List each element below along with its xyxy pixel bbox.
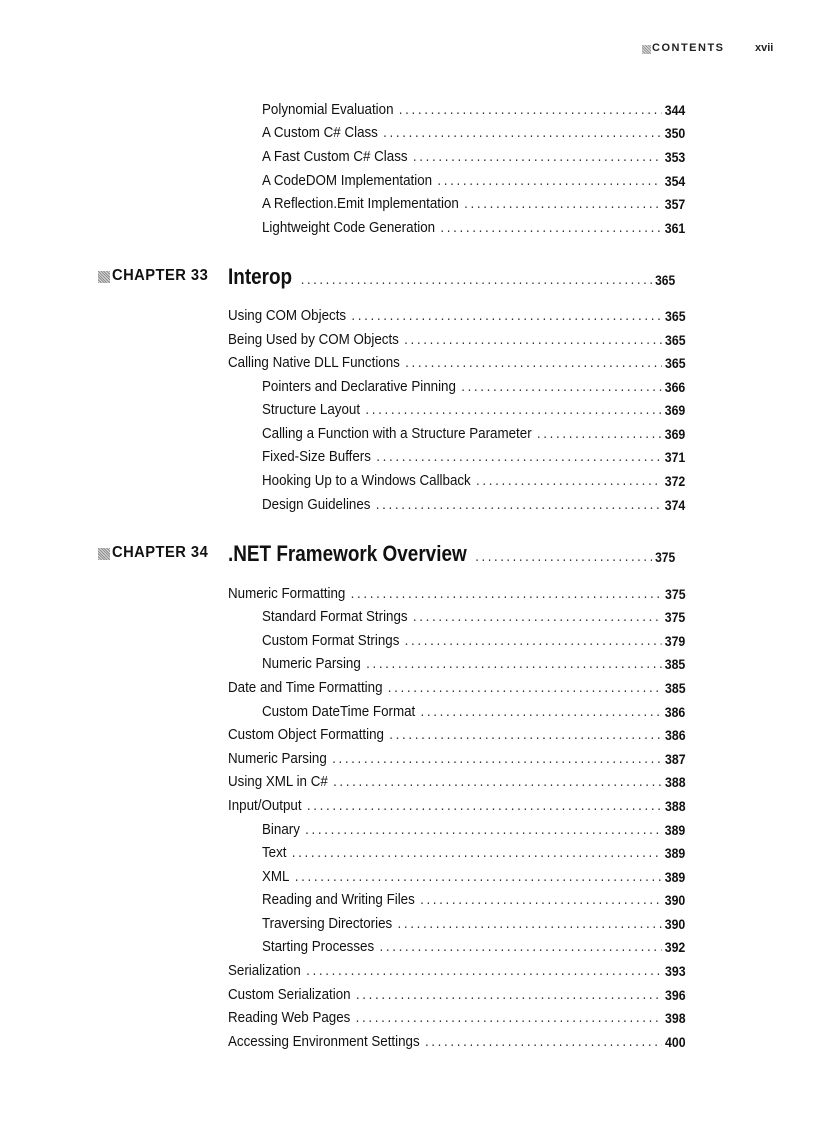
- entry-title: Calling Native DLL Functions: [228, 354, 400, 371]
- dot-leader: [388, 678, 662, 698]
- toc-entry[interactable]: [262, 398, 685, 420]
- toc-entry[interactable]: [262, 192, 685, 214]
- dot-leader: [399, 100, 661, 120]
- entry-title: Structure Layout: [262, 401, 361, 418]
- entry-page: 386: [664, 704, 686, 720]
- entry-title: A Fast Custom C# Class: [262, 148, 408, 165]
- dot-leader: [413, 147, 661, 167]
- dot-leader: [301, 270, 652, 290]
- entry-page: 388: [665, 774, 686, 790]
- toc-entry[interactable]: [228, 723, 686, 745]
- toc-entry[interactable]: [262, 145, 685, 167]
- entry-page: 350: [664, 125, 686, 141]
- entry-page: 353: [664, 149, 686, 165]
- entry-title: A Reflection.Emit Implementation: [262, 195, 459, 212]
- entry-title: Numeric Parsing: [228, 750, 327, 767]
- toc-entry[interactable]: [262, 98, 685, 120]
- entry-page: 385: [664, 656, 686, 672]
- dot-leader: [398, 914, 662, 934]
- toc-entry[interactable]: [262, 700, 685, 722]
- entry-title: Traversing Directories: [262, 915, 393, 932]
- entry-page: 389: [664, 869, 686, 885]
- entry-page: 387: [665, 751, 686, 767]
- dot-leader: [351, 584, 662, 604]
- entry-title: Reading and Writing Files: [262, 891, 415, 908]
- dot-leader: [295, 867, 661, 887]
- page-number: xvii: [755, 42, 774, 54]
- dot-leader: [421, 702, 662, 722]
- toc-entry[interactable]: [262, 912, 685, 934]
- dot-leader: [379, 937, 661, 957]
- entry-page: 366: [664, 379, 686, 395]
- entry-page: 371: [664, 449, 686, 465]
- dot-leader: [356, 1008, 662, 1028]
- chapter-title: .NET Framework Overview: [228, 541, 467, 566]
- dot-leader: [437, 171, 661, 191]
- chapter-page: 365: [655, 272, 676, 288]
- entry-page: 354: [664, 173, 686, 189]
- dot-leader: [332, 749, 661, 769]
- toc-entry[interactable]: [262, 121, 685, 143]
- dot-leader: [389, 725, 661, 745]
- dot-leader: [305, 820, 661, 840]
- entry-page: 379: [664, 633, 686, 649]
- toc-entry[interactable]: [228, 304, 686, 326]
- entry-page: 344: [664, 102, 686, 118]
- entry-title: Fixed-Size Buffers: [262, 448, 371, 465]
- running-head: CONTENTS: [652, 42, 725, 54]
- dot-leader: [365, 400, 661, 420]
- toc-entry[interactable]: [262, 652, 685, 674]
- toc-entry[interactable]: [262, 422, 685, 444]
- entry-title: Text: [262, 844, 287, 861]
- entry-title: Numeric Formatting: [228, 585, 346, 602]
- entry-title: A CodeDOM Implementation: [262, 172, 433, 189]
- entry-title: Date and Time Formatting: [228, 679, 383, 696]
- dot-leader: [476, 471, 661, 491]
- entry-title: Polynomial Evaluation: [262, 101, 394, 118]
- entry-page: 365: [665, 332, 686, 348]
- entry-title: Custom DateTime Format: [262, 703, 416, 720]
- entry-title: Standard Format Strings: [262, 608, 408, 625]
- chapter-heading[interactable]: [0, 262, 816, 292]
- chapter-label: CHAPTER 33: [112, 267, 209, 284]
- entry-title: Custom Serialization: [228, 986, 351, 1003]
- entry-title: Accessing Environment Settings: [228, 1033, 420, 1050]
- entry-title: Binary: [262, 821, 300, 838]
- entry-page: 374: [664, 497, 686, 513]
- dot-leader: [356, 985, 662, 1005]
- toc-entry[interactable]: [228, 328, 686, 350]
- dot-leader: [405, 631, 662, 651]
- entry-title: A Custom C# Class: [262, 124, 378, 141]
- entry-title: Using XML in C#: [228, 773, 328, 790]
- entry-page: 390: [664, 916, 686, 932]
- dot-leader: [404, 330, 661, 350]
- entry-page: 375: [664, 609, 686, 625]
- entry-page: 357: [664, 196, 686, 212]
- dot-leader: [333, 772, 661, 792]
- toc-entry[interactable]: [228, 747, 686, 769]
- entry-page: 365: [665, 355, 686, 371]
- entry-title: Calling a Function with a Structure Parameter: [262, 425, 532, 442]
- entry-page: 361: [664, 220, 686, 236]
- dot-leader: [405, 353, 661, 373]
- toc-entry[interactable]: [262, 445, 685, 467]
- entry-title: Design Guidelines: [262, 496, 371, 513]
- toc-entry[interactable]: [262, 493, 685, 515]
- dot-leader: [366, 654, 661, 674]
- toc-entry[interactable]: [228, 959, 686, 981]
- entry-title: Reading Web Pages: [228, 1009, 351, 1026]
- toc-entry[interactable]: [262, 629, 685, 651]
- dot-leader: [440, 218, 661, 238]
- dot-leader: [475, 547, 651, 567]
- toc-entry[interactable]: [262, 605, 685, 627]
- entry-page: 393: [665, 963, 686, 979]
- dot-leader: [351, 306, 661, 326]
- entry-page: 389: [664, 845, 686, 861]
- dot-leader: [307, 796, 662, 816]
- chapter-page: 375: [655, 549, 676, 565]
- chapter-marker-icon: [98, 271, 110, 283]
- entry-title: Starting Processes: [262, 938, 375, 955]
- toc-entry[interactable]: [262, 935, 685, 957]
- entry-page: 396: [665, 987, 686, 1003]
- dot-leader: [383, 123, 661, 143]
- entry-title: Custom Format Strings: [262, 632, 400, 649]
- dot-leader: [461, 377, 661, 397]
- dot-leader: [376, 495, 661, 515]
- chapter-title-row: [228, 262, 675, 290]
- dot-leader: [464, 194, 661, 214]
- entry-page: 400: [665, 1034, 686, 1050]
- toc-entry[interactable]: [262, 888, 685, 910]
- entry-title: Lightweight Code Generation: [262, 219, 436, 236]
- chapter-marker-icon: [98, 548, 110, 560]
- entry-title: Input/Output: [228, 797, 302, 814]
- toc-entry[interactable]: [262, 169, 685, 191]
- entry-page: 365: [665, 308, 686, 324]
- toc-entry[interactable]: [262, 216, 685, 238]
- toc-entry[interactable]: [262, 865, 685, 887]
- dot-leader: [292, 843, 661, 863]
- chapter-heading[interactable]: [0, 539, 816, 569]
- header-marker-icon: [642, 45, 651, 54]
- toc-entry[interactable]: [228, 1006, 686, 1028]
- entry-title: Hooking Up to a Windows Callback: [262, 472, 471, 489]
- toc-entry[interactable]: [228, 794, 686, 816]
- toc-entry[interactable]: [262, 469, 685, 491]
- entry-page: 385: [665, 680, 686, 696]
- entry-page: 386: [665, 727, 686, 743]
- toc-entry[interactable]: [228, 351, 686, 373]
- entry-page: 369: [664, 402, 686, 418]
- entry-title: Pointers and Declarative Pinning: [262, 378, 456, 395]
- entry-page: 388: [665, 798, 686, 814]
- entry-page: 372: [664, 473, 686, 489]
- toc-entry[interactable]: [228, 582, 686, 604]
- chapter-label: CHAPTER 34: [112, 544, 209, 561]
- page-header: [0, 42, 816, 58]
- entry-page: 389: [664, 822, 686, 838]
- entry-title: Using COM Objects: [228, 307, 347, 324]
- toc-entry[interactable]: [228, 1030, 686, 1052]
- toc-entry[interactable]: [262, 375, 685, 397]
- toc-entry[interactable]: [228, 770, 686, 792]
- entry-title: Numeric Parsing: [262, 655, 361, 672]
- toc-entry[interactable]: [228, 983, 686, 1005]
- entry-page: 398: [665, 1010, 686, 1026]
- entry-page: 390: [664, 892, 686, 908]
- entry-page: 392: [664, 939, 686, 955]
- entry-title: XML: [262, 868, 290, 885]
- chapter-title-row: [228, 539, 675, 567]
- dot-leader: [413, 607, 661, 627]
- entry-title: Being Used by COM Objects: [228, 331, 399, 348]
- entry-title: Serialization: [228, 962, 301, 979]
- dot-leader: [425, 1032, 662, 1052]
- dot-leader: [420, 890, 661, 910]
- dot-leader: [306, 961, 661, 981]
- entry-page: 369: [664, 426, 686, 442]
- entry-title: Custom Object Formatting: [228, 726, 384, 743]
- toc-entry[interactable]: [228, 676, 686, 698]
- dot-leader: [376, 447, 661, 467]
- entry-page: 375: [665, 586, 686, 602]
- chapter-title: Interop: [228, 264, 293, 289]
- dot-leader: [537, 424, 661, 444]
- toc-entry[interactable]: [262, 818, 685, 840]
- toc-entry[interactable]: [262, 841, 685, 863]
